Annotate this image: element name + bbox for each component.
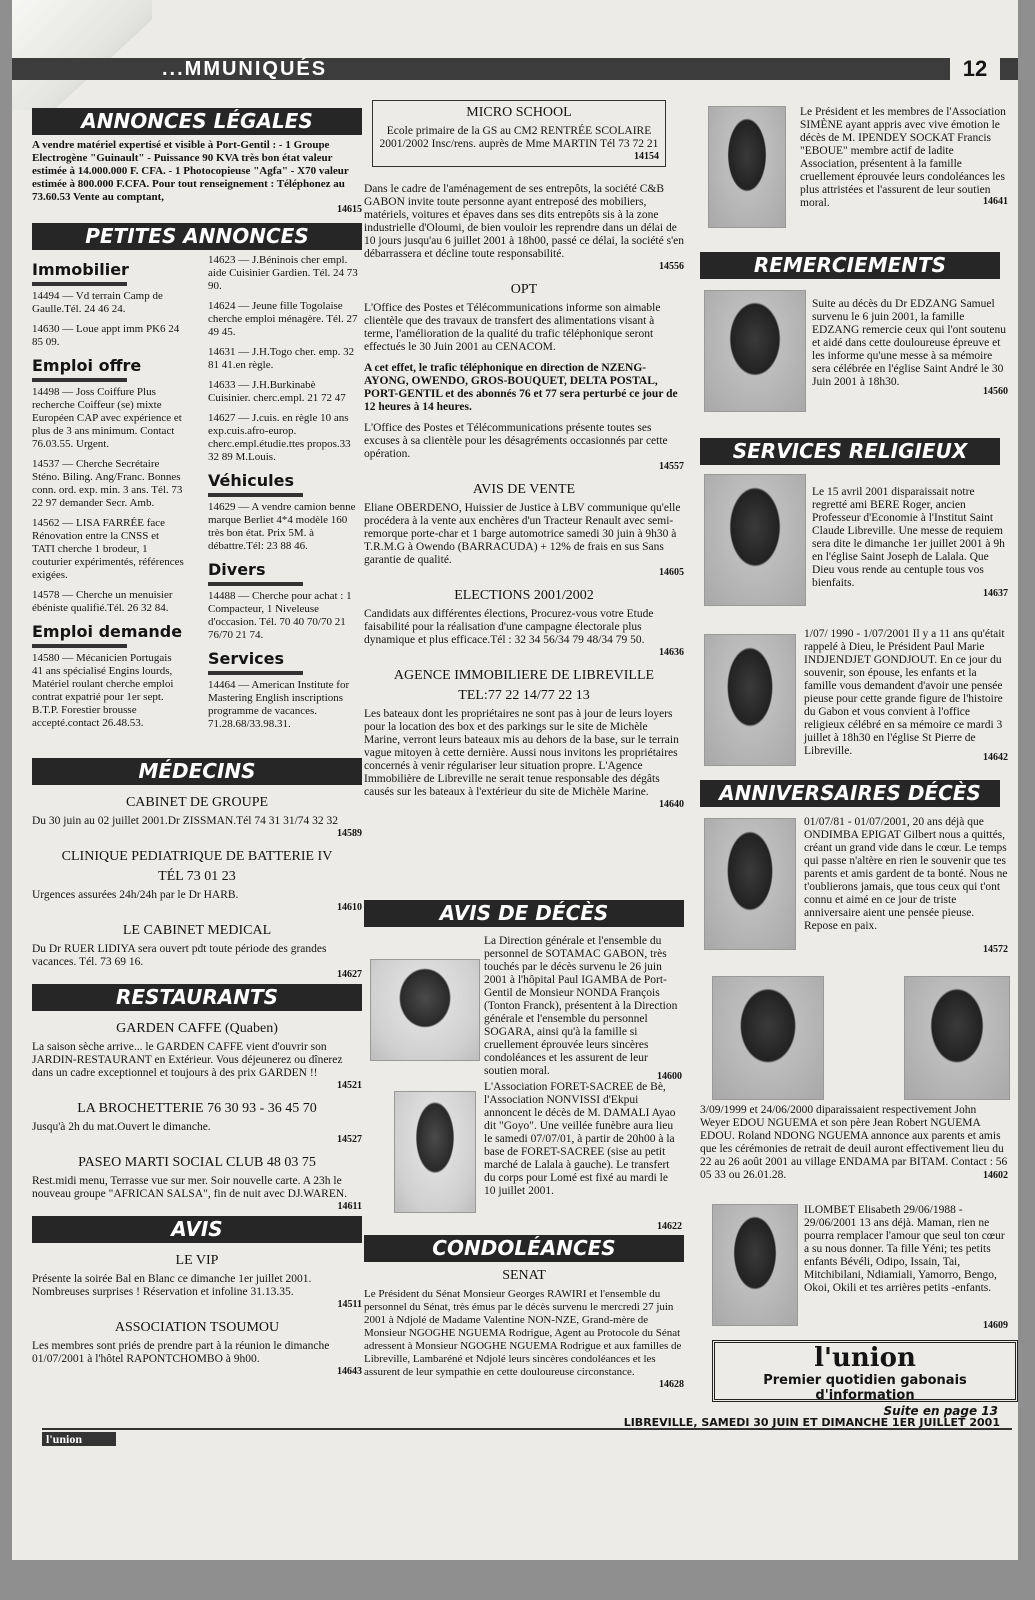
services-heading: Services: [208, 649, 358, 675]
restaurant-text: Jusqu'à 2h du mat.Ouvert le dimanche.: [32, 1121, 211, 1133]
opt-paragraph-1: L'Office des Postes et Télécommunications informe son aimable clientèle que des travaux de transfert des alimentations visant à terme, l'amélioration de la qualité du trafic téléphonique seront effectués le 30 Juin 2001 au CENACOM.: [364, 302, 661, 353]
anniversaires-text: 01/07/81 - 01/07/2001, 20 ans déjà que ONDIMBA EPIGAT Gilbert nous a quittés, créant un grand vide dans le cœur. Le temps qui passe n'altère en rien le souvenir que tes parents et amis gardent de ta bonté. Nous ne t'oublierons jamais, que tous ceux qui t'ont connu et aimé en ce jour de triste anniversaire aient une pensée pieuse. Repose en paix.: [804, 816, 1008, 932]
agence-text: Les bateaux dont les propriétaires ne sont pas à jour de leurs loyers pour la location des box et des parkings sur le site de Michèle Marine, verront leurs bateaux mis au dehors de la base, sur le terrain vague mitoyen à cette dernière. Aussi nous invitons les propriétaires concernés à venir régulariser leur situation propre. L'Agence Immobilière de Libreville ne serait tenue responsable des dégâts causés sur les bateaux à l'extérieur du site de Michèle Marine.: [364, 708, 679, 798]
immobilier-heading: Immobilier: [32, 260, 184, 286]
avis-header: AVIS: [32, 1216, 362, 1243]
micro-school-box: [372, 100, 666, 167]
services-religieux-text: Le 15 avril 2001 disparaissait notre regretté ami BERE Roger, ancien Professeur d'Economie à l'Institut Saint Claude Libreville. Une messe de requiem sera dite le dimanche 1er juillet 2001 à 9h en l'église Saint Joseph de Lalala. Que Dieu vous rende au centuple tous vos bienfaits.: [812, 486, 1005, 589]
footer-date: LIBREVILLE, SAMEDI 30 JUIN ET DIMANCHE 1ER JUILLET 2001: [623, 1416, 1000, 1429]
newspaper-page: [12, 0, 1018, 1560]
portrait-photo: [704, 290, 806, 412]
column-4: [692, 98, 1012, 1338]
petites-col-a: [32, 254, 184, 737]
footer-rule: [42, 1428, 1012, 1440]
emploi-demande-heading: Emploi demande: [32, 622, 184, 648]
ref-number: 14605: [659, 567, 684, 578]
medecins-entry-name: CABINET DE GROUPE: [125, 795, 269, 810]
portrait-photo: [704, 634, 796, 766]
elections-title: ELECTIONS 2001/2002: [454, 588, 594, 603]
avis-entry-text: Les membres sont priés de prendre part à la réunion le dimanche 01/07/2001 à l'hôtel RAPONTCHOMBO à 9h00.: [32, 1340, 330, 1365]
medecins-entry-text: Urgences assurées 24h/24h par le Dr HARB.: [32, 889, 239, 901]
list-item: 14578 — Cherche un menuisier ébéniste qualifié.Tél. 26 32 84.: [32, 589, 173, 614]
medecins-entry-phone: TÉL 73 01 23: [158, 869, 236, 884]
restaurant-name: GARDEN CAFFE (Quaben): [116, 1021, 278, 1036]
page-curl: [12, 0, 152, 110]
list-item: 14488 — Cherche pour achat : 1 Compacteur, 1 Niveleuse d'occasion. Tél. 70 40 70/70 21 76/70 21 74.: [208, 590, 352, 641]
ref-number: 14637: [983, 588, 1008, 599]
ref-number: 14642: [983, 752, 1008, 763]
medecins-entry-name: LE CABINET MEDICAL: [122, 923, 272, 938]
continued-note: Suite en page 13: [883, 1404, 998, 1418]
avis-entry-name: LE VIP: [175, 1253, 219, 1268]
cb-gabon-text: Dans le cadre de l'aménagement de ses entrepôts, la société C&B GABON invite toute personne ayant entreposé des mobiliers, matériels, voitures et épaves dans ses dits entrepôts sis à la zone industrielle d'Oloumi, de bien vouloir les reprendre dans un délai de 10 jours jusqu'au 6 juillet 2001 à 18h00, passé ce délai, la société s'en débarrassera et décline toute responsabilité.: [364, 183, 685, 260]
list-item: 14464 — American Institute for Mastering English inscriptions programme de vacances. 71.28.68/33.98.31.: [208, 679, 350, 730]
portrait-photo: [712, 976, 824, 1100]
ref-number: 14572: [983, 944, 1008, 955]
emploi-offre-heading: Emploi offre: [32, 356, 184, 382]
list-item: 14498 — Joss Coiffure Plus recherche Coiffeur (se) mixte Européen CAP avec expérience et plus de 3 ans minimum. Contact 76.03.55. Urgent.: [32, 386, 182, 450]
avis-deces-text: L'Association FORET-SACREE de Bè, l'Association NONVISSI d'Ekpui annoncent le décès de M. DAMALI Ayao dit "Goyo". Une veillée funèbre aura lieu le samedi 07/07/01, à partir de 20h00 à la base de FORET-SACREE (sise au petit marché de Lalala à gauche). Le transfert du corps pour Lomé est fixé au mardi le 10 juillet 2001.: [484, 1081, 676, 1197]
avis-vente-text: Eliane OBERDENO, Huissier de Justice à LBV communique qu'elle procédera à la vente aux enchères d'un Tracteur Renault avec semi-remorque porte-char et 1 barge automotrice samedi 30 juin à 9h30 à T.R.M.G à Owendo (BARRACUDA) + 12% de frais en sus Sans garantie de qualité.: [364, 502, 681, 566]
avis-deces-entry: [364, 1081, 684, 1231]
petites-annonces-body: [32, 254, 362, 754]
logo-name: l'union: [814, 1343, 916, 1373]
avis-deces-section: [364, 896, 684, 1390]
petites-annonces-header: PETITES ANNONCES: [32, 223, 362, 250]
medecins-entry-text: Du Dr RUER LIDIYA sera ouvert pdt toute période des grandes vacances. Tél. 73 69 16.: [32, 943, 327, 968]
annonces-legales-header: ANNONCES LÉGALES: [32, 108, 362, 135]
page-number: 12: [950, 56, 1000, 82]
column-center: [364, 100, 684, 810]
restaurant-name: PASEO MARTI SOCIAL CLUB 48 03 75: [78, 1155, 316, 1170]
list-item: 14623 — J.Béninois cher empl. aide Cuisinier Gardien. Tél. 24 73 90.: [208, 254, 358, 292]
column-1: [32, 104, 362, 1377]
portrait-photo: [704, 818, 796, 950]
footer-brand: l'union: [42, 1432, 116, 1446]
remerciements-text: Suite au décès du Dr EDZANG Samuel survenu le 6 juin 2001, la famille EDZANG remercie ceux qui l'ont soutenu et aidé dans cette douloureuse épreuve et les informe qu'une messe à sa mémoire sera célébrée en l'église Saint André le 30 Juin 2001 à 18h30.: [812, 298, 1007, 388]
avis-deces-text: La Direction générale et l'ensemble du personnel de SOTAMAC GABON, très touchés par le décès survenu le 26 juin 2001 à l'hôpital Paul IGAMBA de Port-Gentil de Monsieur NONDA François (Tonton Franck), présentent à la Direction générale et l'ensemble du personnel SOGARA, ainsi qu'à la famille si cruellement éprouvée leurs sincères condoléances et les assurent de leur soutien moral.: [484, 935, 678, 1077]
portrait-photo: [394, 1091, 476, 1213]
avis-vente-title: AVIS DE VENTE: [472, 482, 576, 497]
section-header: [12, 58, 1018, 80]
micro-school-text: Ecole primaire de la GS au CM2 RENTRÉE SCOLAIRE 2001/2002 Insc/rens. auprès de Mme MARTIN Tél 73 72 21: [379, 125, 659, 150]
petites-col-b: [208, 254, 358, 738]
ilombet-text: ILOMBET Elisabeth 29/06/1988 - 29/06/2001 13 ans déjà. Maman, rien ne pourra remplacer l'amour que seul ton cœur a su nous donner. Ta fille Yéni; tes petits enfants Bévéli, Odipo, Issain, Tai, Mitchibilani, Ndiamiali, Yamorro, Bengo, Okoi, Okili et tes arrières petits -enfants.: [804, 1204, 1005, 1294]
ref-number: 14643: [337, 1366, 362, 1377]
ref-number: 14640: [659, 799, 684, 810]
list-item: 14562 — LISA FARRÉE face Rénovation entre la CNSS et TATI cherche 1 brodeur, 1 couturier expérimentés, références exigées.: [32, 517, 184, 581]
ref-number: 14560: [983, 386, 1008, 397]
ref-number: 14556: [659, 261, 684, 272]
simene-text: Le Président et les membres de l'Association SIMÈNE ayant appris avec vive émotion le décès de M. IPENDEY SOCKAT Francis "EBOUE" membre actif de ladite Association, présentent à la famille cruellement éprouvée leurs condoléances les plus attristées et l'assurent de leur soutien moral.: [800, 106, 1006, 209]
edou-text: 3/09/1999 et 24/06/2000 diparaissaient respectivement John Weyer EDOU NGUEMA et son père Jean Robert NGUEMA EDOU. Roland NDONG NGUEMA annonce aux parents et amis que les cérémonies de retrait de deuil auront effectivement lieu du 22 au 26 août 2001 au village ENDAMA par BITAM. Contact : 56 05 33 ou 26.01.28.: [700, 1104, 1008, 1181]
ref-number: 14610: [337, 902, 362, 913]
ref-number: 14589: [337, 828, 362, 839]
portrait-photo: [704, 474, 806, 606]
ref-number: 14636: [659, 647, 684, 658]
avis-entry-name: ASSOCIATION TSOUMOU: [114, 1320, 280, 1335]
list-item: 14633 — J.H.Burkinabè Cuisinier. cherc.empl. 21 72 47: [208, 379, 346, 404]
newspaper-logo: [712, 1340, 1018, 1402]
list-item: 14624 — Jeune fille Togolaise cherche emploi ménagère. Tél. 27 49 45.: [208, 300, 358, 338]
restaurants-header: RESTAURANTS: [32, 984, 362, 1011]
ref-number: 14602: [983, 1170, 1008, 1181]
list-item: 14537 — Cherche Secrétaire Sténo. Biling. Ang/Franc. Bonnes conn. ord. exp. min. 3 ans. Tél. 73 22 97 demander Secr. Amb.: [32, 458, 183, 509]
list-item: 14629 — A vendre camion benne marque Berliet 4*4 modèle 160 très bon état. Prix 5M. à débattre.Tél: 23 88 46.: [208, 501, 356, 552]
ref-number: 14609: [983, 1320, 1008, 1331]
services-religieux-header: SERVICES RELIGIEUX: [700, 438, 1000, 465]
restaurant-name: LA BROCHETTERIE 76 30 93 - 36 45 70: [77, 1101, 317, 1116]
ref-number: 14628: [659, 1379, 684, 1390]
list-item: 14630 — Loue appt imm PK6 24 85 09.: [32, 323, 180, 348]
ref-number: 14511: [337, 1299, 362, 1310]
logo-tagline: Premier quotidien gabonais d'information: [763, 1373, 967, 1403]
avis-entry-text: Présente la soirée Bal en Blanc ce dimanche 1er juillet 2001. Nombreuses surprises ! Réservation et infoline 31.13.35.: [32, 1273, 312, 1298]
ref-number: 14154: [634, 151, 659, 162]
opt-title: OPT: [510, 282, 538, 297]
medecins-header: MÉDECINS: [32, 758, 362, 785]
list-item: 14627 — J.cuis. en règle 10 ans exp.cuis.afro-europ. cherc.empl.étudie.ttes propos.33 32 89 M.Louis.: [208, 412, 351, 463]
vehicules-heading: Véhicules: [208, 471, 358, 497]
medecins-entry-text: Du 30 juin au 02 juillet 2001.Dr ZISSMAN.Tél 74 31 31/74 32 32: [32, 815, 339, 827]
ref-number: 14641: [983, 196, 1008, 207]
portrait-photo: [904, 976, 1010, 1100]
ref-number: 14527: [337, 1134, 362, 1145]
divers-heading: Divers: [208, 560, 358, 586]
remerciements-header: REMERCIEMENTS: [700, 252, 1000, 279]
opt-paragraph-2: A cet effet, le trafic téléphonique en direction de NZENG-AYONG, OWENDO, GROS-BOUQUET, DELTA POSTAL, PORT-GENTIL et des abonnés 76 et 77 sera perturbé ce jour de 12 heures à 14 heures.: [364, 362, 678, 413]
medecins-entry-name: CLINIQUE PEDIATRIQUE DE BATTERIE IV: [61, 849, 333, 864]
ref-number: 14615: [337, 204, 362, 215]
portrait-photo: [370, 959, 480, 1061]
restaurant-text: Rest.midi menu, Terrasse vue sur mer. Soir nouvelle carte. A 23h le nouveau groupe "AFRICAN SALSA", fin de nuit avec DJ.WAREN.: [32, 1175, 348, 1200]
restaurant-text: La saison sèche arrive... le GARDEN CAFFE vient d'ouvrir son JARDIN-RESTAURANT en Extérieur. Vous déjeunerez ou dînerez dans un cadre exceptionnel et toujours à des prix GARDEN !!: [32, 1041, 343, 1079]
ref-number: 14622: [657, 1221, 682, 1232]
ref-number: 14611: [337, 1201, 362, 1212]
avis-deces-entry: [364, 931, 684, 1081]
micro-school-title: MICRO SCHOOL: [466, 105, 572, 120]
list-item: 14631 — J.H.Togo cher. emp. 32 81 41.en règle.: [208, 346, 355, 371]
list-item: 14580 — Mécanicien Portugais 41 ans spécialisé Engins lourds, Matériel roulant cherche emploi contrat expatrié pour 1er sept. B.T.P. Forestier brousse accepté.contact 26.48.53.: [32, 652, 174, 729]
ref-number: 14521: [337, 1080, 362, 1091]
condoleances-name: SENAT: [502, 1268, 546, 1283]
avis-deces-header: AVIS DE DÉCÈS: [364, 900, 684, 927]
agence-title: AGENCE IMMOBILIERE DE LIBREVILLE: [393, 668, 655, 683]
portrait-photo: [708, 106, 786, 228]
ref-number: 14600: [657, 1071, 682, 1082]
portrait-photo: [712, 1204, 798, 1326]
condoleances-text: Le Président du Sénat Monsieur Georges RAWIRI et l'ensemble du personnel du Sénat, très émus par le décès survenu le mercredi 27 juin 2001 à Ndjolé de Madame Valentine NON-NZE, Grand-mère de Monsieur NGOGHE NGUEMA Rodrigue, Agent au Protocole du Sénat adressent à Monsieur NGOGHE NGUEMA Rodrigue et aux familles de Libreville, Lambaréné et Ndjolé leurs sincères condoléances et les assurent de leur sympathie en cette douloureuse circonstance.: [364, 1288, 682, 1378]
ref-number: 14627: [337, 969, 362, 980]
section-title: ...MMUNIQUÉS: [162, 58, 328, 80]
ref-number: 14557: [659, 461, 684, 472]
anniversaires-header: ANNIVERSAIRES DÉCÈS: [700, 780, 1000, 807]
agence-phone: TEL:77 22 14/77 22 13: [458, 688, 590, 703]
opt-paragraph-3: L'Office des Postes et Télécommunications présente toutes ses excuses à sa clientèle pour les désagréments occasionnés par cette opération.: [364, 422, 668, 460]
annonces-legales-text: A vendre matériel expertisé et visible à Port-Gentil : - 1 Groupe Electrogène "Guinault" - Puissance 90 KVA très bon état valeur estimée à 14.000.000 F. CFA. - 1 Photocopieuse "Agfa" - X70 valeur estimée à 800.000 F.CFA. Pour tout renseignement : Téléphonez au 73.60.53 Vente au comptant,: [32, 139, 349, 203]
indjendjet-text: 1/07/ 1990 - 1/07/2001 Il y a 11 ans qu'était rappelé à Dieu, le Président Paul Marie INDJENDJET GONDJOUT. En ce jour du souvenir, son épouse, les enfants et la famille vous demandent d'avoir une pensée pieuse pour cette grande figure de l'histoire du Gabon et vous convient à l'office religieux célébré en sa mémoire ce mardi 3 juillet à 18h30 en l'église St Pierre de Libreville.: [804, 628, 1005, 757]
elections-text: Candidats aux différentes élections, Procurez-vous votre Etude faisabilité pour la réalisation d'une campagne électorale plus dynamique et plus efficace.Tél : 32 34 56/34 79 48/34 79 50.: [364, 608, 654, 646]
condoleances-header: CONDOLÉANCES: [364, 1235, 684, 1262]
list-item: 14494 — Vd terrain Camp de Gaulle.Tél. 24 46 24.: [32, 290, 163, 315]
